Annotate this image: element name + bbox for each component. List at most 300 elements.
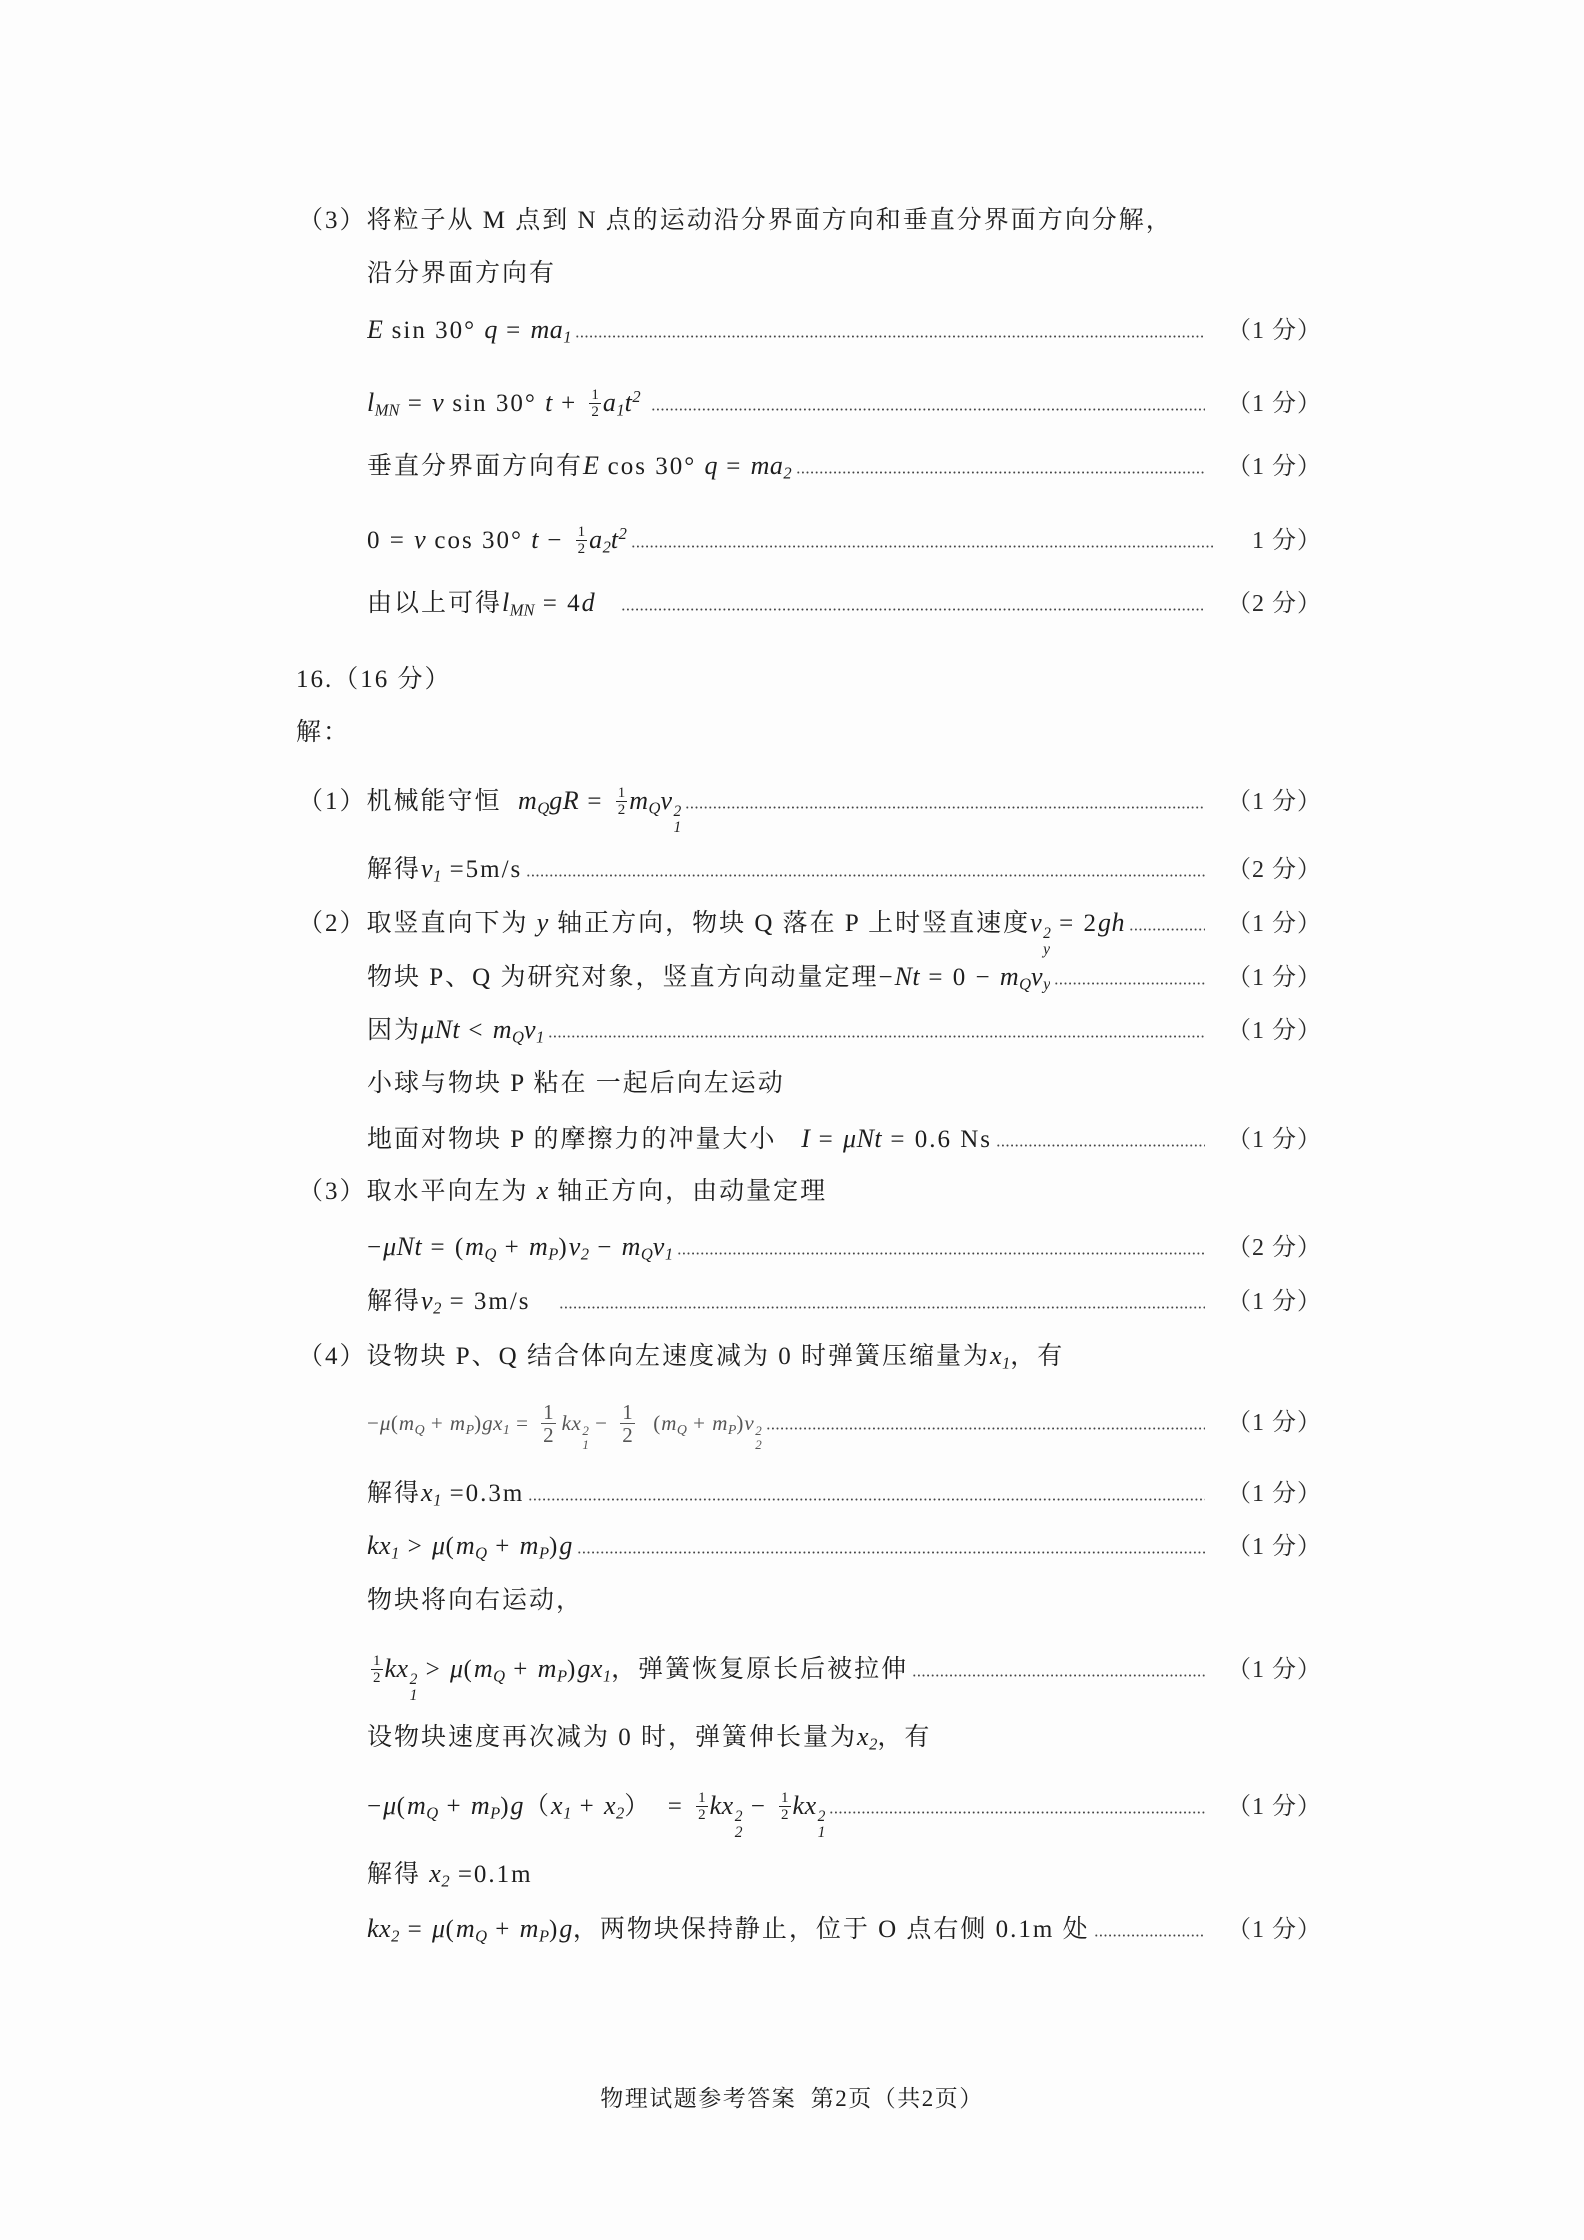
line-content <box>367 1524 573 1576</box>
dot-leader <box>677 1252 1205 1255</box>
math-superscript: 2 <box>817 1807 826 1825</box>
line-text: ( <box>640 1411 662 1435</box>
line-text: ) <box>549 1533 560 1560</box>
math-variable: v <box>432 388 445 418</box>
answer-line <box>298 1169 827 1213</box>
math-variable: m <box>629 786 649 815</box>
line-text: 16.（16 分） <box>296 666 452 693</box>
line-content <box>367 1587 583 1614</box>
answer-line <box>367 1062 785 1106</box>
answer-line <box>296 711 350 755</box>
answer-line <box>367 308 1322 352</box>
line-text: ，有 <box>1010 1343 1065 1370</box>
math-variable: g <box>559 1914 573 1943</box>
score-label: （2 分） <box>1227 857 1322 883</box>
line-text: sin 30° <box>444 390 546 418</box>
math-term <box>518 786 550 818</box>
dot-leader <box>1094 1934 1205 1937</box>
math-variable: kx <box>792 1791 817 1820</box>
math-term <box>528 1232 559 1264</box>
math-term <box>380 1411 391 1435</box>
fraction-denominator: 2 <box>781 1806 789 1823</box>
fraction-numerator: 1 <box>591 386 599 403</box>
line-text: ( <box>396 1793 407 1820</box>
math-variable: m <box>999 962 1020 991</box>
score-label: （1 分） <box>1227 1289 1322 1315</box>
math-term <box>482 1411 510 1435</box>
math-variable: m <box>492 1015 513 1044</box>
line-text: 将粒子从 M 点到 N 点的运动沿分界面方向和垂直分界面方向分解， <box>366 207 1173 234</box>
score-label: （1 分） <box>1227 454 1322 480</box>
math-superscript: 2 <box>409 1670 418 1688</box>
score-label: （2 分） <box>1227 591 1322 617</box>
line-text: 轴正方向，物块 Q 落在 P 上时竖直速度 <box>548 910 1031 937</box>
line-content <box>367 1784 825 1841</box>
line-content <box>367 512 627 570</box>
line-content <box>367 1279 531 1331</box>
math-variable: μ <box>431 1914 446 1943</box>
math-variable: a <box>602 388 617 418</box>
line-text: > <box>417 1656 450 1683</box>
math-variable: μNt <box>383 1232 423 1261</box>
math-subscript: P <box>465 1421 475 1437</box>
math-term <box>421 1286 442 1318</box>
line-text: + <box>496 1234 529 1261</box>
fraction-denominator: 2 <box>622 1422 633 1447</box>
math-variable: m <box>519 1531 539 1560</box>
math-variable: v <box>652 1232 665 1261</box>
math-variable: x <box>989 1343 1003 1370</box>
math-term <box>792 1791 826 1841</box>
math-subscript: Q <box>648 798 661 818</box>
math-variable: l <box>367 388 375 418</box>
math-variable: v <box>523 1015 536 1044</box>
math-subscript: P <box>490 1803 501 1823</box>
line-text: （3） <box>298 1178 367 1205</box>
line-text: 解得 <box>367 1288 422 1315</box>
answer-line <box>367 1907 1322 1951</box>
fraction-numerator: 1 <box>781 1789 789 1806</box>
fraction-numerator: 1 <box>617 784 626 801</box>
line-text: 解得 <box>367 1480 422 1507</box>
dot-leader <box>912 1674 1205 1677</box>
math-variable: q <box>484 315 498 344</box>
math-subscript: Q <box>475 1543 488 1563</box>
math-term <box>568 1232 589 1264</box>
math-variable: q <box>704 451 718 480</box>
math-superscript: 2 <box>755 1423 762 1439</box>
line-content <box>367 260 556 287</box>
dot-leader <box>548 1035 1205 1038</box>
math-term <box>750 451 792 483</box>
score-label: （1 分） <box>1227 911 1322 937</box>
math-variable: m <box>528 1232 549 1261</box>
math-subscript: 2 <box>433 1298 442 1318</box>
math-term <box>583 453 599 480</box>
math-variable: v <box>744 1411 755 1435</box>
math-variable: x <box>603 1791 616 1820</box>
math-variable: v <box>1030 908 1043 937</box>
math-variable: m <box>712 1411 728 1435</box>
line-content <box>367 1070 785 1097</box>
line-text: 解： <box>296 719 351 746</box>
math-term <box>559 1916 573 1943</box>
line-content <box>298 1178 827 1205</box>
math-term <box>523 1015 545 1047</box>
math-term <box>704 453 718 480</box>
fraction-numerator: 1 <box>373 1652 381 1669</box>
line-text: 地面对物块 P 的摩擦力的冲量大小 <box>367 1126 802 1153</box>
line-text: （4） <box>298 1343 367 1370</box>
line-content <box>367 1117 992 1162</box>
math-variable: m <box>398 1411 415 1435</box>
math-subscript: 1 <box>602 1666 612 1686</box>
dot-leader <box>575 335 1205 338</box>
line-text: < <box>460 1017 493 1044</box>
line-content <box>298 207 1173 234</box>
math-variable: μNt <box>421 1015 461 1044</box>
dot-leader <box>577 1551 1205 1554</box>
math-subscript: 1 <box>502 1421 510 1437</box>
dot-leader <box>559 1306 1205 1309</box>
dot-leader <box>631 545 1214 548</box>
math-variable: v <box>568 1232 581 1261</box>
line-content <box>296 666 452 693</box>
score-label: （2 分） <box>1227 1235 1322 1261</box>
score-label: （1 分） <box>1227 1794 1322 1820</box>
math-variable: kx <box>561 1411 582 1435</box>
math-variable: gR <box>549 786 580 815</box>
line-content <box>367 1724 931 1751</box>
math-subscript: 1 <box>673 818 682 836</box>
line-text: 轴正方向，由动量定理 <box>548 1178 828 1205</box>
line-text: = <box>497 317 531 344</box>
math-variable: x <box>857 1724 870 1751</box>
line-text: = <box>810 1126 844 1153</box>
line-text: （2） <box>298 910 367 937</box>
math-variable: v <box>421 1286 434 1315</box>
answer-line <box>367 1715 931 1759</box>
math-superscript: 2 <box>673 802 682 820</box>
line-content <box>367 1907 1090 1959</box>
line-text: = 0 − <box>920 964 1000 991</box>
math-term <box>621 1232 653 1264</box>
line-text: =0.3m <box>441 1480 525 1507</box>
math-term <box>602 388 625 420</box>
line-text: ) <box>549 1916 560 1943</box>
math-subscript: P <box>727 1421 737 1437</box>
math-term <box>551 1791 572 1823</box>
page-footer: 物理试题参考答案 第2页（共2页） <box>600 2086 984 2111</box>
math-subscript: Q <box>414 1421 425 1437</box>
line-content <box>367 308 571 360</box>
answer-line <box>367 1395 1322 1451</box>
math-variable: μ <box>379 1411 391 1435</box>
answer-line <box>367 375 1322 419</box>
math-variable: μ <box>383 1791 397 1820</box>
line-text: − <box>588 1411 615 1435</box>
line-text: 0 = <box>367 527 415 555</box>
line-content <box>367 1225 673 1277</box>
math-subscript: 1 <box>582 1437 589 1453</box>
dot-leader <box>1129 928 1205 931</box>
math-variable: Nt <box>894 962 921 991</box>
math-superscript: 2 <box>632 387 641 406</box>
math-subscript: MN <box>374 400 400 420</box>
score-label: （1 分） <box>1227 1018 1322 1044</box>
math-subscript: MN <box>509 600 535 620</box>
line-content <box>367 1861 533 1888</box>
line-text: ，两物块保持静止，位于 O 点右侧 0.1m 处 <box>572 1916 1090 1943</box>
math-term <box>1030 908 1051 958</box>
math-variable: m <box>518 786 538 815</box>
math-variable: x <box>421 1478 434 1507</box>
math-variable: d <box>581 588 596 617</box>
math-term <box>465 1232 497 1264</box>
fraction-denominator: 2 <box>373 1669 381 1686</box>
math-subscript: 1 <box>433 1490 442 1510</box>
math-term <box>421 1478 442 1510</box>
line-text: 设物块 P、Q 结合体向左速度减为 0 时弹簧压缩量为 <box>366 1343 990 1370</box>
answer-line <box>298 1334 1064 1378</box>
math-variable: m <box>455 1914 476 1943</box>
line-text: − <box>742 1793 776 1820</box>
line-text: + <box>505 1656 538 1683</box>
math-variable: kx <box>367 1531 392 1560</box>
answer-line <box>367 1647 1322 1704</box>
answer-line <box>367 1471 1322 1515</box>
math-variable: t <box>624 388 633 418</box>
line-content <box>367 1395 762 1458</box>
math-variable: v <box>1031 962 1044 991</box>
line-text: ) <box>500 1793 511 1820</box>
line-content <box>367 581 595 633</box>
math-term <box>582 590 596 617</box>
math-subscript: 2 <box>755 1437 762 1453</box>
math-term <box>857 1724 877 1751</box>
math-subscript: 2 <box>734 1823 743 1841</box>
math-scripts <box>1043 926 1051 959</box>
math-variable: m <box>455 1531 476 1560</box>
math-term <box>519 1914 550 1946</box>
line-text: ) <box>567 1656 578 1683</box>
line-text: = 4 <box>534 590 582 617</box>
math-term <box>561 1411 589 1453</box>
fraction <box>541 1401 556 1446</box>
math-subscript: 2 <box>869 1734 878 1751</box>
math-variable: g <box>510 1791 525 1820</box>
score-label: 1 分） <box>1252 528 1322 555</box>
math-variable: m <box>407 1791 427 1820</box>
math-term <box>432 390 444 417</box>
math-superscript: 2 <box>618 524 627 543</box>
math-variable: v <box>660 786 673 815</box>
dot-leader <box>685 806 1205 809</box>
math-term <box>502 588 535 620</box>
fraction <box>616 785 628 818</box>
line-text: = <box>399 390 433 418</box>
score-label: （1 分） <box>1227 1481 1322 1507</box>
math-variable: x <box>536 1178 549 1205</box>
math-variable: m <box>661 1411 677 1435</box>
math-term <box>709 1791 743 1841</box>
fraction-numerator: 1 <box>577 523 586 540</box>
math-subscript: 1 <box>1002 1353 1011 1370</box>
math-scripts <box>818 1809 826 1842</box>
math-term <box>999 962 1032 994</box>
line-text: 解得 <box>367 1861 430 1888</box>
line-text: ( <box>463 1656 474 1683</box>
math-variable: m <box>465 1232 485 1261</box>
math-variable: E <box>367 315 384 344</box>
fraction <box>371 1653 383 1686</box>
math-variable: m <box>473 1654 494 1683</box>
math-variable: g <box>559 1531 573 1560</box>
math-subscript: 1 <box>563 327 572 347</box>
math-variable: a <box>589 525 603 555</box>
math-term <box>473 1654 506 1686</box>
math-variable: m <box>621 1232 641 1261</box>
line-text: = <box>509 1411 536 1435</box>
line-text: ( <box>390 1411 399 1435</box>
dot-leader <box>829 1811 1205 1814</box>
math-subscript: Q <box>475 1926 488 1946</box>
line-text: + <box>424 1411 450 1435</box>
math-subscript: Q <box>493 1666 506 1686</box>
line-content <box>367 847 522 899</box>
math-term <box>455 1531 488 1563</box>
math-term <box>549 788 579 815</box>
math-variable: kx <box>367 1914 392 1943</box>
line-content <box>298 779 681 836</box>
math-term <box>652 1232 674 1264</box>
line-text: ) <box>736 1411 745 1435</box>
line-text: 物块 P、Q 为研究对象，竖直方向动量定理− <box>367 964 895 991</box>
answer-line <box>296 658 452 702</box>
math-term <box>589 525 611 557</box>
line-text: ） = <box>624 1793 693 1820</box>
math-subscript: 2 <box>615 1803 625 1823</box>
answer-line <box>367 1117 1322 1161</box>
line-text: + <box>438 1793 471 1820</box>
math-superscript: 2 <box>734 1807 743 1825</box>
math-variable: E <box>583 451 600 480</box>
math-subscript: Q <box>484 1244 497 1264</box>
answer-line <box>367 512 1322 556</box>
dot-leader <box>996 1144 1205 1147</box>
line-text: 沿分界面方向有 <box>367 260 557 287</box>
math-term <box>843 1126 882 1153</box>
score-label: （1 分） <box>1227 789 1322 815</box>
answer-line <box>367 1524 1322 1568</box>
line-content <box>367 1647 908 1704</box>
math-term <box>432 1533 446 1560</box>
math-superscript: 2 <box>582 1423 589 1439</box>
math-term <box>1098 910 1125 937</box>
math-subscript: Q <box>426 1803 439 1823</box>
line-content <box>367 1471 524 1523</box>
math-variable: μNt <box>843 1124 883 1153</box>
answer-line <box>367 955 1322 999</box>
answer-line <box>367 1784 1322 1841</box>
math-term <box>537 1178 549 1205</box>
math-term <box>629 786 661 818</box>
math-term <box>519 1531 550 1563</box>
math-subscript: y <box>1043 940 1051 958</box>
math-scripts <box>755 1424 762 1451</box>
math-variable: m <box>449 1411 466 1435</box>
line-text: =5m/s <box>441 856 523 883</box>
math-variable: I <box>801 1124 811 1153</box>
math-variable: ma <box>530 315 564 344</box>
fraction-denominator: 2 <box>698 1806 706 1823</box>
line-text: 垂直分界面方向有 <box>367 453 584 480</box>
math-subscript: P <box>538 1543 550 1563</box>
line-text: + <box>571 1793 604 1820</box>
math-term <box>484 317 498 344</box>
math-term <box>429 1861 449 1888</box>
fraction-denominator: 2 <box>543 1422 554 1447</box>
math-variable: v <box>421 854 434 883</box>
fraction <box>620 1401 635 1446</box>
dot-leader <box>796 471 1205 474</box>
answer-line <box>367 444 1322 488</box>
answer-line <box>298 901 1322 958</box>
line-text: = <box>717 453 751 480</box>
math-variable: t <box>531 525 539 555</box>
math-term <box>367 388 400 420</box>
math-term <box>990 1343 1010 1370</box>
math-term <box>414 527 426 554</box>
line-text: 取水平向左为 <box>366 1178 537 1205</box>
math-scripts <box>673 804 681 837</box>
line-text: − <box>367 1411 380 1435</box>
math-term <box>530 315 572 347</box>
line-content <box>296 719 350 746</box>
dot-leader <box>1054 982 1205 985</box>
math-term <box>610 524 627 555</box>
line-text: （3） <box>298 207 367 234</box>
line-text: =0.1m <box>449 1861 533 1888</box>
math-term <box>407 1791 439 1823</box>
answer-line <box>367 252 556 296</box>
answer-line <box>298 199 1173 243</box>
math-term <box>744 1411 762 1453</box>
math-term <box>383 1234 422 1261</box>
math-variable: t <box>545 388 553 418</box>
math-variable: gx <box>577 1654 603 1683</box>
math-term <box>712 1411 736 1435</box>
math-term <box>492 1015 524 1047</box>
line-text: − <box>367 1234 384 1261</box>
line-text: ，有 <box>877 1724 932 1751</box>
math-subscript: 1 <box>536 1027 545 1047</box>
score-label: （1 分） <box>1227 1410 1322 1436</box>
math-subscript: Q <box>1019 974 1032 994</box>
math-term <box>455 1914 488 1946</box>
line-text: （1） <box>298 788 367 815</box>
score-label: （1 分） <box>1227 391 1322 418</box>
line-text: cos 30° <box>599 453 705 480</box>
math-subscript: 2 <box>602 537 611 557</box>
line-text: = <box>579 788 612 815</box>
line-text: = 0.6 Ns <box>882 1126 993 1153</box>
line-text: 因为 <box>367 1017 422 1044</box>
math-term <box>537 910 549 937</box>
line-text: = ( <box>422 1234 466 1261</box>
line-text: 解得 <box>367 856 422 883</box>
line-content <box>367 955 1050 1007</box>
